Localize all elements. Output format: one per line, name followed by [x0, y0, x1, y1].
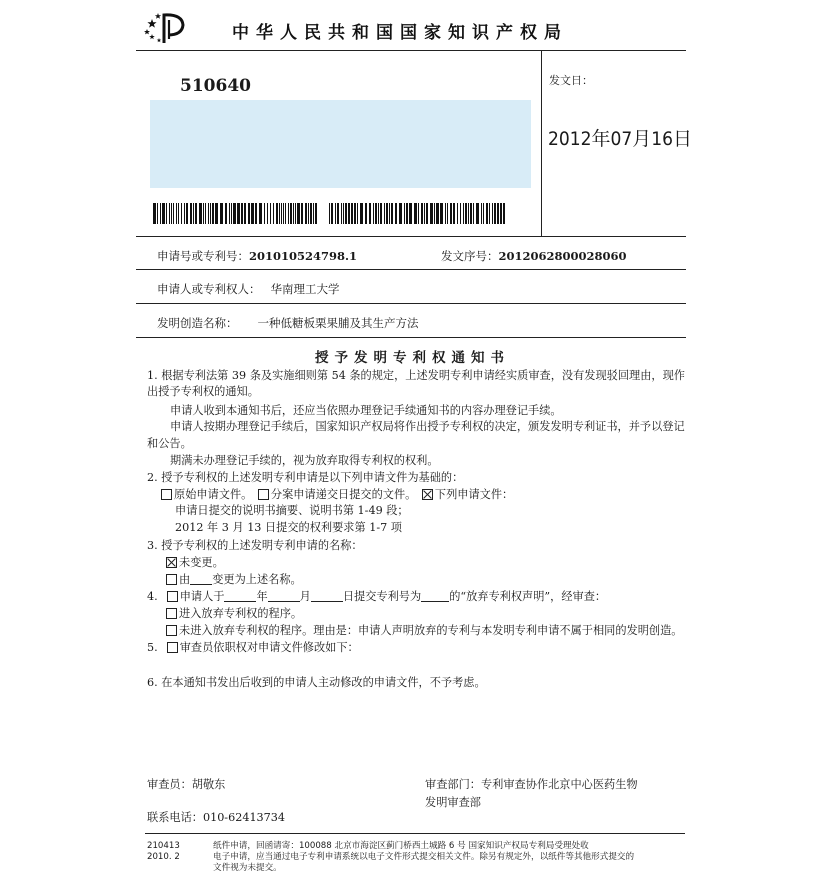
- title-unchanged-label: 未变更。: [179, 556, 224, 569]
- paragraph-1-line-2: 出授予专利权的通知。: [147, 385, 259, 398]
- paragraph-5-number: 5.: [147, 641, 158, 654]
- phone-value: 010-62413734: [202, 811, 286, 824]
- waiver-checkbox[interactable]: [167, 591, 178, 602]
- header-divider: [136, 50, 686, 51]
- issue-date: 2012年07月16日: [548, 128, 692, 150]
- waiver-not-entered-option: [166, 624, 682, 638]
- title-changed-checkbox[interactable]: [166, 574, 177, 585]
- paper-submission-note: 纸件申请，回函请寄：100088 北京市海淀区蓟门桥西土城路 6 号 国家知识产权局专利局受理处收: [213, 841, 589, 851]
- waiver-text-b: 的“放弃专利权声明”，经审查：: [449, 590, 607, 603]
- applicant-label: 申请人或专利权人：: [157, 282, 261, 296]
- waiver-patent-number-blank: [421, 590, 449, 602]
- barcode-left: [153, 203, 318, 224]
- examiner-amendment-checkbox[interactable]: [167, 642, 178, 653]
- paragraph-6: 6. 在本通知书发出后收到的申请人主动修改的申请文件，不予考虑。: [147, 676, 486, 689]
- paragraph-1-sub-2-line-2: 和公告。: [147, 437, 192, 450]
- paragraph-2-options: [161, 488, 513, 502]
- date-label: 发文日：: [549, 74, 593, 87]
- serial-number-value: 2012062800028060: [498, 249, 627, 263]
- application-number-value: 201010524798.1: [249, 249, 358, 263]
- form-code: 210413: [147, 841, 180, 851]
- waiver-entered-label: 进入放弃专利权的程序。: [179, 607, 303, 620]
- original-documents-label: 原始申请文件。: [174, 488, 253, 501]
- divisional-documents-label: 分案申请递交日提交的文件。: [270, 488, 417, 501]
- electronic-submission-note-2: 文件视为未提交。: [213, 863, 282, 873]
- examiner-label: 审查员：: [147, 778, 192, 791]
- paragraph-4-heading: [147, 590, 606, 604]
- paragraph-1-line-1: 1. 根据专利法第 39 条及实施细则第 54 条的规定，上述发明专利申请经实质审查，没有发现驳回理由，现作: [147, 369, 685, 382]
- invention-title-label: 发明创造名称：: [157, 316, 238, 330]
- title-changed-option: [166, 573, 302, 587]
- paragraph-1-sub-2-line-1: 申请人按期办理登记手续后，国家知识产权局将作出授予专利权的决定，颁发发明专利证书，并予以登记: [170, 420, 685, 433]
- title-changed-label-b: 变更为上述名称。: [212, 573, 302, 586]
- address-box: [150, 100, 531, 188]
- waiver-year-blank: [224, 590, 256, 602]
- paragraph-1-sub-1: 申请人收到本通知书后，还应当依照办理登记手续通知书的内容办理登记手续。: [170, 404, 562, 417]
- waiver-entered-checkbox[interactable]: [166, 608, 177, 619]
- original-title-blank: [190, 573, 212, 585]
- paragraph-1-sub-3: 期满未办理登记手续的，视为放弃取得专利权的权利。: [170, 454, 439, 467]
- electronic-submission-note-1: 电子申请，应当通过电子专利申请系统以电子文件形式提交相关文件。除另有规定外，以纸件等其他形式提交的: [213, 852, 635, 862]
- paragraph-3-heading: 3. 授予专利权的上述发明专利申请的名称：: [147, 539, 363, 552]
- field-divider-3: [136, 337, 686, 338]
- waiver-entered-option: [166, 607, 302, 621]
- invention-title-value: 一种低糖板栗果脯及其生产方法: [257, 316, 419, 330]
- title-unchanged-option: [166, 556, 224, 570]
- serial-number-field: [441, 248, 627, 264]
- following-documents-checkbox[interactable]: [422, 489, 433, 500]
- notice-title: 授予发明专利权通知书: [315, 350, 510, 366]
- footer-divider: [145, 833, 685, 834]
- department-label: 审查部门：: [425, 778, 481, 791]
- department-line-2: 发明审查部: [425, 796, 481, 809]
- paragraph-4-number: 4.: [147, 590, 158, 603]
- waiver-year-label: 年: [256, 590, 268, 603]
- postal-code: 510640: [180, 76, 251, 96]
- waiver-not-entered-checkbox[interactable]: [166, 625, 177, 636]
- field-divider-2: [136, 303, 686, 304]
- waiver-text-a: 申请人于: [179, 590, 225, 603]
- original-documents-checkbox[interactable]: [161, 489, 172, 500]
- applicant-value: 华南理工大学: [270, 282, 340, 296]
- application-number-field: [157, 248, 357, 264]
- paragraph-5: [147, 641, 359, 655]
- department-field: [425, 778, 638, 792]
- examiner-name: 胡敬东: [191, 778, 226, 791]
- waiver-not-entered-label: 未进入放弃专利权的程序。理由是：申请人声明放弃的专利与本发明专利申请不属于相同的发明创造。: [179, 624, 683, 637]
- address-bottom-divider: [136, 236, 686, 237]
- barcode-right: [329, 203, 507, 224]
- field-divider-1: [136, 269, 686, 270]
- phone-label: 联系电话：: [147, 811, 203, 824]
- paragraph-2-heading: 2. 授予专利权的上述发明专利申请是以下列申请文件为基础的：: [147, 471, 464, 484]
- serial-number-label: 发文序号：: [441, 249, 499, 263]
- examiner-field: [147, 778, 225, 792]
- phone-field: [147, 811, 285, 825]
- org-title: 中华人民共和国国家知识产权局: [232, 23, 568, 43]
- paragraph-2-detail-1: 申请日提交的说明书摘要、说明书第 1-49 段；: [175, 504, 409, 517]
- application-number-label: 申请号或专利号：: [157, 249, 249, 263]
- waiver-day-blank: [311, 590, 343, 602]
- date-column-divider: [541, 51, 542, 236]
- applicant-field: [157, 281, 340, 297]
- waiver-month-blank: [268, 590, 300, 602]
- form-version: 2010. 2: [147, 852, 180, 862]
- title-changed-label-a: 由: [179, 573, 191, 586]
- waiver-day-label: 日提交专利号为: [342, 590, 422, 603]
- sipo-logo: [142, 10, 188, 46]
- following-documents-label: 下列申请文件：: [434, 488, 514, 501]
- department-line-1: 专利审查协作北京中心医药生物: [480, 778, 638, 791]
- waiver-month-label: 月: [299, 590, 311, 603]
- invention-title-field: [157, 315, 419, 331]
- title-unchanged-checkbox[interactable]: [166, 557, 177, 568]
- paragraph-2-detail-2: 2012 年 3 月 13 日提交的权利要求第 1-7 项: [175, 521, 402, 534]
- divisional-documents-checkbox[interactable]: [258, 489, 269, 500]
- paragraph-5-text: 审查员依职权对申请文件修改如下：: [179, 641, 359, 654]
